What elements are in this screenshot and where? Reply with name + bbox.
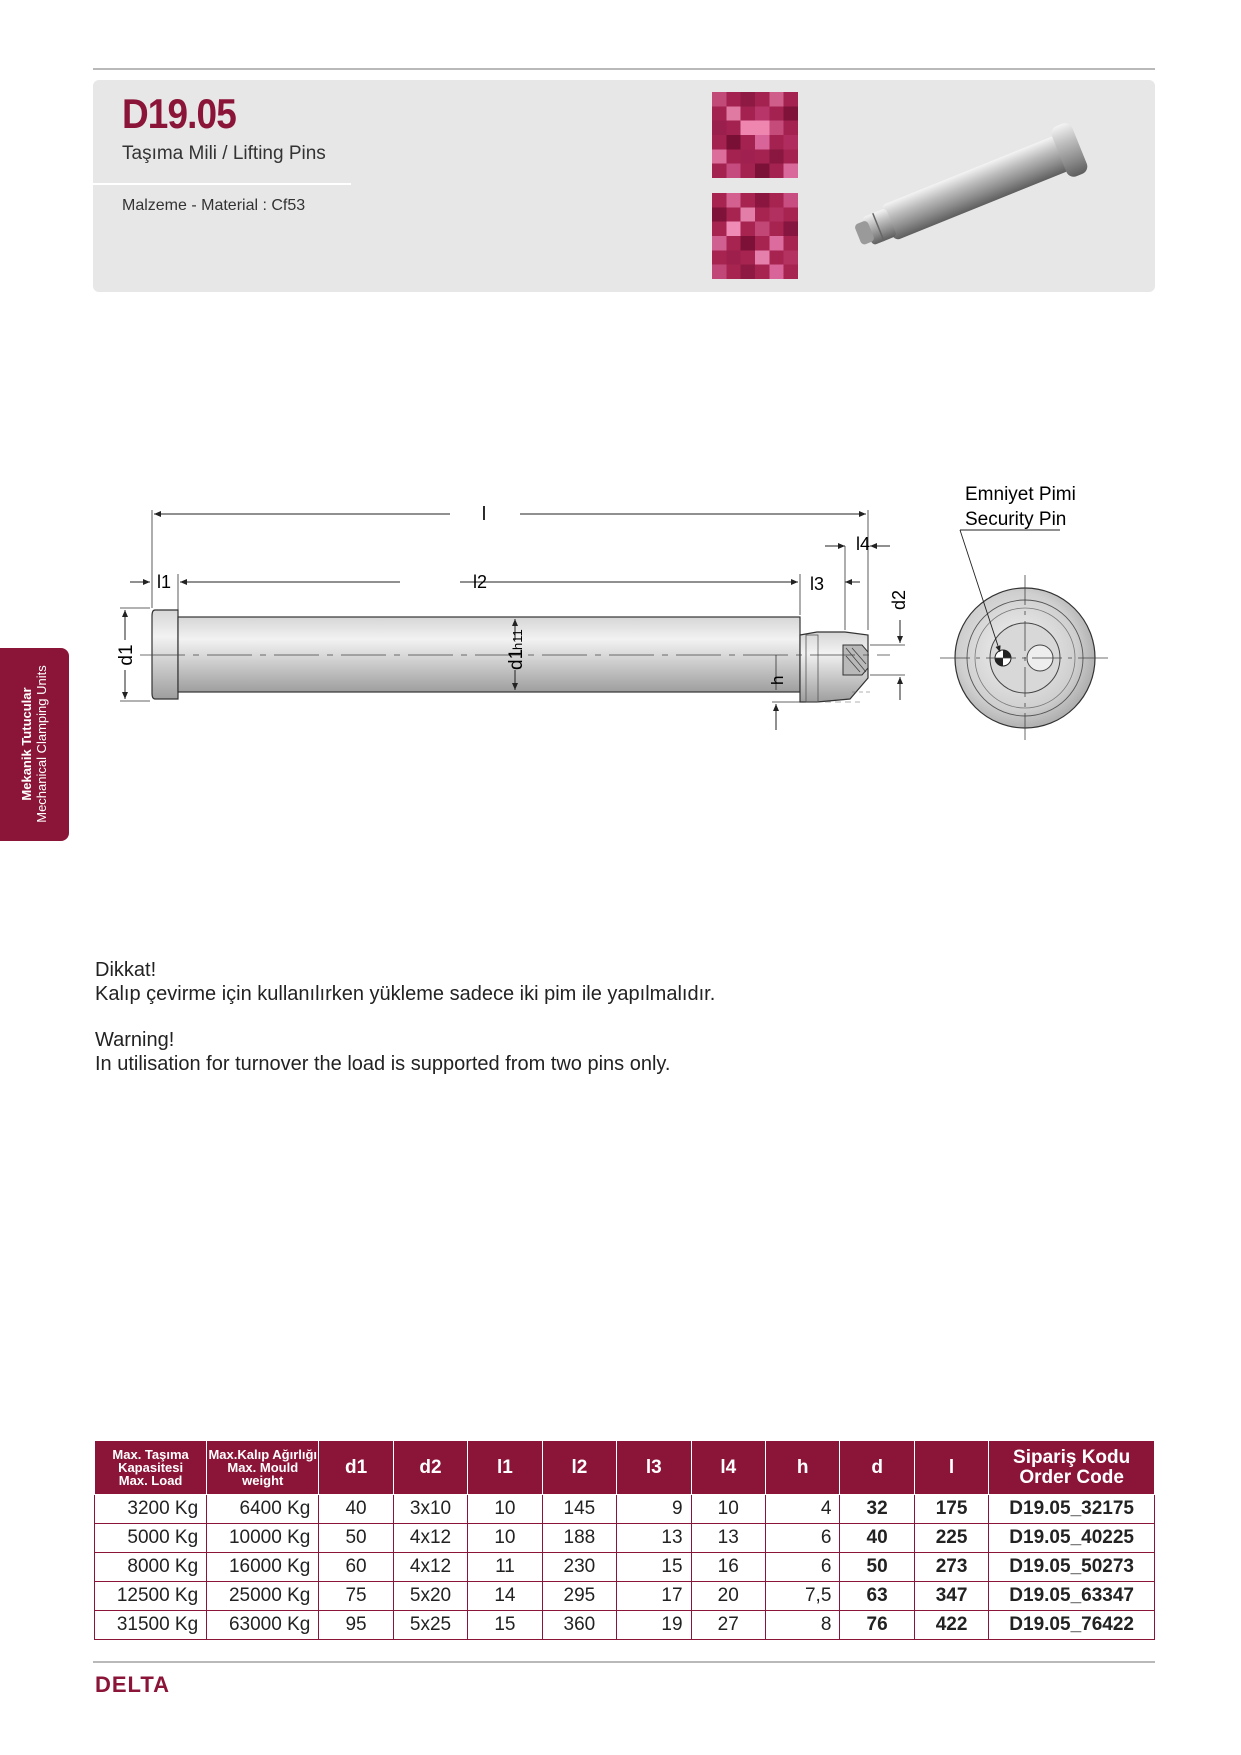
product-photo — [840, 115, 1120, 255]
warning-text-en: In utilisation for turnover the load is supported from two pins only. — [95, 1053, 671, 1075]
top-rule — [93, 68, 1155, 70]
table-row — [95, 1611, 1155, 1640]
header-d: d — [840, 1441, 914, 1495]
delta-logo: DELTA — [95, 1672, 171, 1697]
cell-d1: 75 — [319, 1582, 393, 1611]
header-max-mould-weight: Max.Kalıp Ağırlığı Max. Mould weight — [207, 1441, 319, 1495]
section-side-tab — [0, 648, 69, 841]
cell-l4: 16 — [691, 1553, 765, 1582]
side-tab-label-tr: Mekanik Tutucular — [19, 687, 34, 801]
dim-l2-label: l2 — [472, 572, 488, 592]
dim-l3-label: l3 — [810, 574, 825, 594]
cell-l3: 15 — [617, 1553, 691, 1582]
table-row — [95, 1495, 1155, 1524]
header-h: h — [765, 1441, 839, 1495]
header-l2: l2 — [542, 1441, 616, 1495]
dim-d1-label: d1 — [116, 644, 137, 666]
table-row — [95, 1553, 1155, 1582]
cell-d1: 60 — [319, 1553, 393, 1582]
cell-l: 347 — [914, 1582, 988, 1611]
cell-l2: 145 — [542, 1495, 616, 1524]
cell-d2: 4x12 — [393, 1524, 467, 1553]
header-l1: l1 — [468, 1441, 542, 1495]
dim-l-label: l — [481, 504, 487, 525]
cell-l: 225 — [914, 1524, 988, 1553]
cell-mould: 6400 Kg — [207, 1495, 319, 1524]
cell-l1: 10 — [468, 1495, 542, 1524]
cell-order-code: D19.05_76422 — [989, 1611, 1155, 1640]
dim-l4-label: l4 — [856, 534, 871, 554]
cell-l3: 13 — [617, 1524, 691, 1553]
cell-d: 40 — [840, 1524, 914, 1553]
cell-l: 273 — [914, 1553, 988, 1582]
cell-l4: 10 — [691, 1495, 765, 1524]
warning-text-tr: Kalıp çevirme için kullanılırken yükleme sadece iki pim ile yapılmalıdır. — [95, 983, 716, 1005]
material-swatch-icon — [712, 92, 798, 178]
table-row — [95, 1582, 1155, 1611]
cell-l: 422 — [914, 1611, 988, 1640]
cell-d2: 5x20 — [393, 1582, 467, 1611]
cell-l4: 13 — [691, 1524, 765, 1553]
cell-l4: 20 — [691, 1582, 765, 1611]
cell-l1: 10 — [468, 1524, 542, 1553]
header-l: l — [914, 1441, 988, 1495]
bottom-rule — [93, 1661, 1155, 1663]
cell-d1: 95 — [319, 1611, 393, 1640]
cell-h: 8 — [765, 1611, 839, 1640]
specification-table — [94, 1440, 1155, 1640]
cell-l1: 14 — [468, 1582, 542, 1611]
header-order-code: Sipariş Kodu Order Code — [989, 1441, 1155, 1495]
cell-h: 7,5 — [765, 1582, 839, 1611]
product-code: D19.05 — [122, 90, 236, 137]
cell-l2: 295 — [542, 1582, 616, 1611]
dim-d1h11-label: d1 — [506, 648, 527, 670]
cell-d: 76 — [840, 1611, 914, 1640]
cell-order-code: D19.05_63347 — [989, 1582, 1155, 1611]
cell-order-code: D19.05_40225 — [989, 1524, 1155, 1553]
cell-load: 8000 Kg — [95, 1553, 207, 1582]
cell-d: 63 — [840, 1582, 914, 1611]
material-label: Malzeme - Material : Cf53 — [122, 197, 306, 214]
warning-title-tr: Dikkat! — [95, 959, 157, 981]
header-d1: d1 — [319, 1441, 393, 1495]
cell-l3: 9 — [617, 1495, 691, 1524]
side-tab-label-en: Mechanical Clamping Units — [34, 665, 49, 823]
cell-l3: 19 — [617, 1611, 691, 1640]
dim-h11-label: h11 — [510, 629, 525, 650]
cell-order-code: D19.05_32175 — [989, 1495, 1155, 1524]
security-pin-label-tr: Emniyet Pimi — [965, 484, 1076, 505]
dim-h-label: h — [768, 675, 787, 685]
cell-d2: 5x25 — [393, 1611, 467, 1640]
cell-d2: 4x12 — [393, 1553, 467, 1582]
technical-drawing — [100, 470, 1160, 810]
cell-l2: 188 — [542, 1524, 616, 1553]
warning-title-en: Warning! — [95, 1029, 175, 1051]
cell-d1: 50 — [319, 1524, 393, 1553]
cell-l4: 27 — [691, 1611, 765, 1640]
cell-l3: 17 — [617, 1582, 691, 1611]
cell-l2: 230 — [542, 1553, 616, 1582]
cell-l: 175 — [914, 1495, 988, 1524]
header-d2: d2 — [393, 1441, 467, 1495]
header-l3: l3 — [617, 1441, 691, 1495]
cell-h: 4 — [765, 1495, 839, 1524]
cell-mould: 63000 Kg — [207, 1611, 319, 1640]
cell-l1: 11 — [468, 1553, 542, 1582]
dim-d2-label: d2 — [889, 589, 909, 610]
table-row — [95, 1524, 1155, 1553]
table-header-row — [95, 1441, 1155, 1495]
product-subtitle: Taşıma Mili / Lifting Pins — [122, 143, 326, 164]
cell-load: 12500 Kg — [95, 1582, 207, 1611]
cell-d2: 3x10 — [393, 1495, 467, 1524]
cell-h: 6 — [765, 1553, 839, 1582]
security-pin-label-en: Security Pin — [965, 509, 1067, 530]
dim-l1-label: l1 — [157, 572, 172, 592]
header-max-load: Max. Taşıma Kapasitesi Max. Load — [95, 1441, 207, 1495]
cell-mould: 16000 Kg — [207, 1553, 319, 1582]
cell-d: 50 — [840, 1553, 914, 1582]
cell-mould: 25000 Kg — [207, 1582, 319, 1611]
cell-h: 6 — [765, 1524, 839, 1553]
cell-load: 3200 Kg — [95, 1495, 207, 1524]
material-swatch-icon — [712, 193, 798, 279]
cell-l1: 15 — [468, 1611, 542, 1640]
cell-d1: 40 — [319, 1495, 393, 1524]
cell-d: 32 — [840, 1495, 914, 1524]
warning-block — [95, 958, 715, 1076]
cell-load: 5000 Kg — [95, 1524, 207, 1553]
cell-load: 31500 Kg — [95, 1611, 207, 1640]
cell-order-code: D19.05_50273 — [989, 1553, 1155, 1582]
subtitle-divider — [93, 183, 351, 185]
cell-l2: 360 — [542, 1611, 616, 1640]
cell-mould: 10000 Kg — [207, 1524, 319, 1553]
header-l4: l4 — [691, 1441, 765, 1495]
